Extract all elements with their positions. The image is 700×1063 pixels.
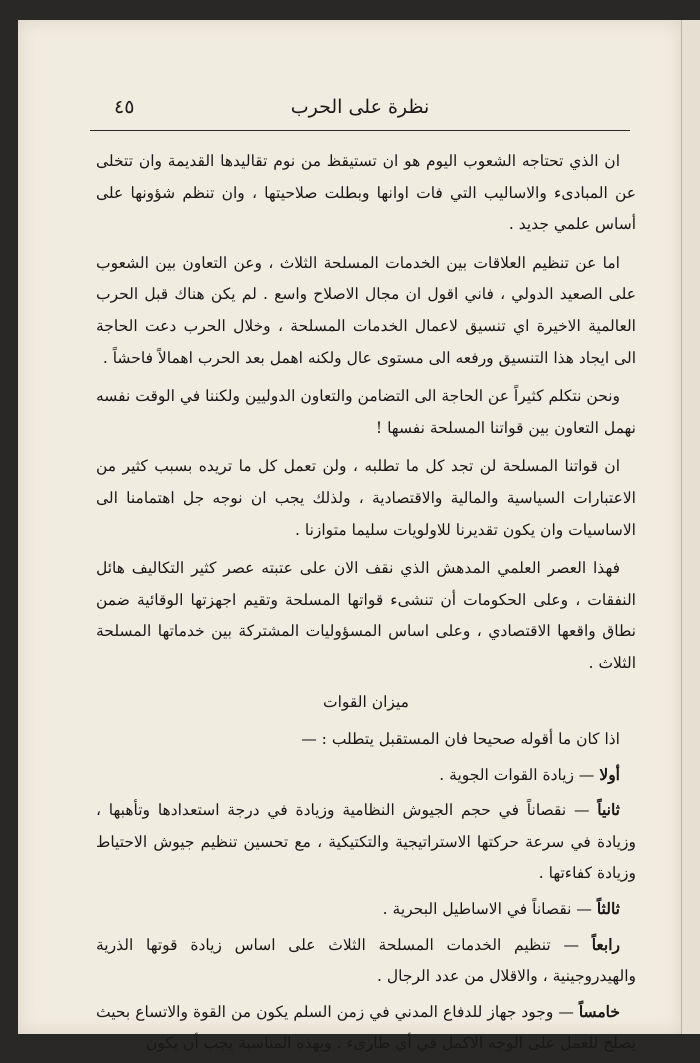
paragraph-3: ونحن نتكلم كثيراً عن الحاجة الى التضامن والتعاون الدوليين ولكننا في الوقت نفسه نهمل التعاون بين قواتنا المسلحة نفسها ! [96, 387, 636, 437]
section-heading: ميزان القوات [323, 692, 409, 711]
list-item-text: — نقصاناً في الاساطيل البحرية . [382, 900, 597, 919]
page-header [90, 96, 630, 130]
page-body [96, 146, 636, 1063]
paragraph-1: ان الذي تحتاجه الشعوب اليوم هو ان تستيقظ من نوم تقاليدها القديمة وان تتخلى عن المبادىء والاساليب التي فات اوانها وبطلت صلاحيتها ، وان تنظم شؤونها على أساس علمي جديد . [96, 152, 636, 234]
list-item-lead: خامساً [578, 1001, 620, 1021]
page-number: ٤٥ [114, 96, 135, 118]
list-item-text: — نقصاناً في حجم الجيوش النظامية وزيادة في درجة استعدادها وتأهبها ، وزيادة في سرعة حركتها الاستراتيجية والتكتيكية ، مع تحسين تنظيم جيوش الاحتياط وزيادة كفاءتها . [96, 801, 636, 883]
paragraph-2: اما عن تنظيم العلاقات بين الخدمات المسلحة الثلاث ، وعن التعاون بين الشعوب على الصعيد الدولي ، فاني اقول ان مجال الاصلاح واسع . لم يكن هناك قبل الحرب العالمية الاخيرة اي تنسيق لاعمال الخدمات المسلحة ، وخلال الحرب دعت الحاجة الى ايجاد هذا التنسيق ورفعه الى مستوى عال ولكنه اهمل بعد الحرب اهمالاً فاحشاً . [96, 253, 636, 367]
header-rule [90, 130, 630, 131]
list-item-lead: رابعاً [591, 934, 620, 954]
list-item-4 [96, 929, 636, 993]
list-item-lead: أولا [599, 764, 620, 784]
paragraph-5: فهذا العصر العلمي المدهش الذي نقف الان على عتبته عصر كثير التكاليف هائل النفقات ، وعلى الحكومات أن تنشىء قواتها المسلحة وتقيم اجهزتها الوقائية ضمن نطاق واقعها الاقتصادي ، وعلى اساس المسؤوليات المشتركة بين خدماتها المسلحة الثلاث . [96, 559, 636, 672]
intro-line: اذا كان ما أقوله صحيحا فان المستقبل يتطلب : — [301, 730, 620, 749]
running-title: نظرة على الحرب [290, 96, 430, 118]
list-item-text: — زيادة القوات الجوية . [439, 765, 600, 784]
page-edge [681, 20, 700, 1034]
list-item-5 [96, 996, 636, 1060]
list-item-1 [96, 759, 636, 792]
list-item-lead: ثالثاً [596, 899, 620, 919]
list-item-3 [96, 893, 636, 926]
list-item-text: — تنظيم الخدمات المسلحة الثلاث على اساس زيادة قوتها الذرية والهيدروجينية ، والاقلال من عدد الرجال . [96, 935, 636, 986]
list-item-lead: ثانياً [597, 800, 620, 820]
list-item-2 [96, 794, 636, 890]
list-item-text: — وجود جهاز للدفاع المدني في زمن السلم يكون من القوة والاتساع بحيث يصلح للعمل على الوجه الاكمل في أي طارىء . وبهذه المناسبة يجب أن يكون [96, 1002, 636, 1053]
paragraph-4: ان قواتنا المسلحة لن تجد كل ما تطلبه ، ولن تعمل كل ما تريده بسبب كثير من الاعتبارات السياسية والمالية والاقتصادية ، ولذلك يجب ان نوجه جل اهتمامنا الى الاساسيات وان يكون تقديرنا للاولويات سليما متوازنا . [96, 457, 636, 539]
